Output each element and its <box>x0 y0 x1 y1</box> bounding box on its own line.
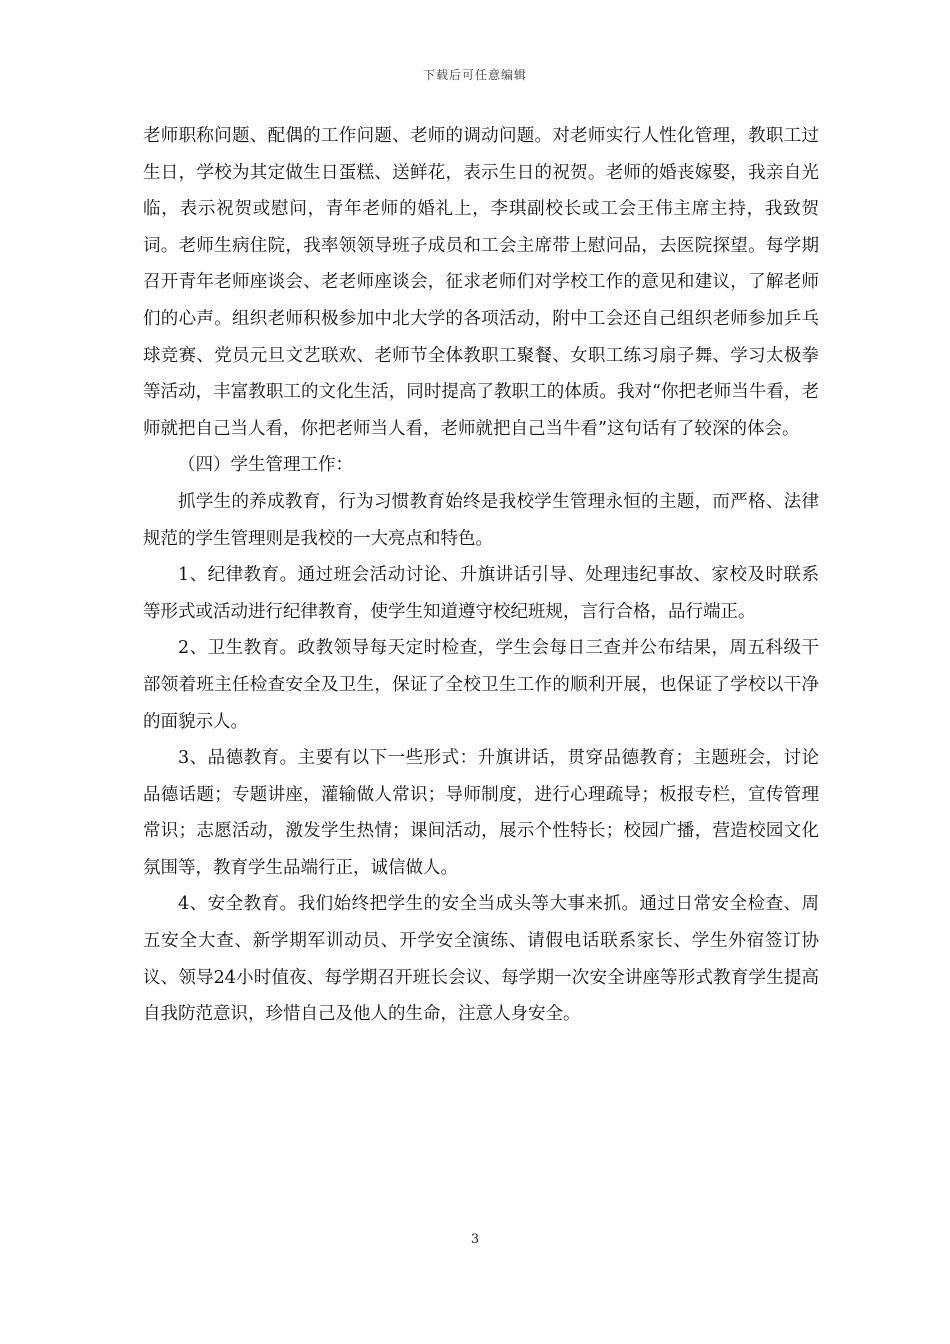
paragraph-habit-education: 抓学生的养成教育，行为习惯教育始终是我校学生管理永恒的主题，而严格、法律规范的学生管理则是我校的一大亮点和特色。 <box>143 491 819 549</box>
paragraph-teacher-care: 老师职称问题、配偶的工作问题、老师的调动问题。对老师实行人性化管理，教职工过生日，学校为其定做生日蛋糕、送鲜花，表示生日的祝贺。老师的婚丧嫁娶，我亲自光临，表示祝贺或慰问，青年老师的婚礼上，李琪副校长或工会王伟主席主持，我致贺词。老师生病住院，我率领领导班子成员和工会主席带上慰问品，去医院探望。每学期召开青年老师座谈会、老老师座谈会，征求老师们对学校工作的意见和建议，了解老师们的心声。组织老师积极参加中北大学的各项活动，附中工会还自己组织老师参加乒乓球竞赛、党员元旦文艺联欢、老师节全体教职工聚餐、女职工练习扇子舞、学习太极拳等活动，丰富教职工的文化生活，同时提高了教职工的体质。我对“你把老师当牛看，老师就把自己当人看，你把老师当人看，老师就把自己当牛看”这句话有了较深的体会。 <box>143 126 819 439</box>
page-number: 3 <box>470 1232 480 1247</box>
paragraph-discipline-education: 1、纪律教育。通过班会活动讨论、升旗讲话引导、处理违纪事故、家校及时联系等形式或活动进行纪律教育，使学生知道遵守校纪班规，言行合格，品行端正。 <box>143 565 819 622</box>
paragraph-moral-education: 3、品德教育。主要有以下一些形式：升旗讲话，贯穿品德教育；主题班会，讨论品德话题；专题讲座，灌输做人常识；导师制度，进行心理疏导；板报专栏，宣传管理常识；志愿活动，激发学生热情；课间活动，展示个性特长；校园广播，营造校园文化氛围等，教育学生品端行正，诚信做人。 <box>143 748 819 878</box>
document-body <box>143 118 819 1033</box>
section-heading-student-management: （四）学生管理工作： <box>178 455 353 476</box>
header-note: 下载后可任意编辑 <box>422 68 527 82</box>
paragraph-safety-education: 4、安全教育。我们始终把学生的安全当成头等大事来抓。通过日常安全检查、周五安全大查、新学期军训动员、开学安全演练、请假电话联系家长、学生外宿签订协议、领导24小时值夜、每学期召开班长会议、每学期一次安全讲座等形式教育学生提高自我防范意识，珍惜自己及他人的生命，注意人身安全。 <box>143 894 819 1025</box>
paragraph-hygiene-education: 2、卫生教育。政教领导每天定时检查，学生会每日三查并公布结果，周五科级干部领着班主任检查安全及卫生，保证了全校卫生工作的顺利开展，也保证了学校以干净的面貌示人。 <box>143 638 819 732</box>
